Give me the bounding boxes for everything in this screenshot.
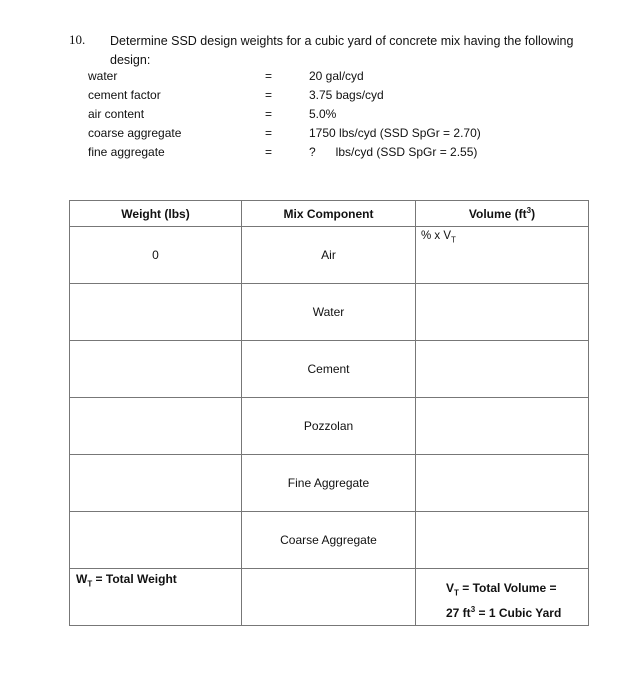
volume-cell xyxy=(416,512,589,569)
component-cell: Fine Aggregate xyxy=(242,455,416,512)
param-value: 5.0% xyxy=(309,107,337,121)
weight-cell xyxy=(70,398,242,455)
table-row xyxy=(70,341,589,398)
param-row-coarse-aggregate xyxy=(88,126,548,145)
table-row xyxy=(70,398,589,455)
param-value: ? lbs/cyd (SSD SpGr = 2.55) xyxy=(309,145,478,159)
component-cell: Coarse Aggregate xyxy=(242,512,416,569)
param-equals: = xyxy=(265,145,273,159)
param-row-air-content xyxy=(88,107,548,126)
design-parameters xyxy=(88,69,548,164)
weight-cell xyxy=(70,341,242,398)
param-label: coarse aggregate xyxy=(88,126,182,140)
header-mix-component: Mix Component xyxy=(242,201,416,227)
component-cell: Air xyxy=(242,227,416,284)
total-volume-cell xyxy=(416,569,589,626)
question-number: 10. xyxy=(69,32,86,47)
total-component-cell xyxy=(242,569,416,626)
param-label: water xyxy=(88,69,118,83)
table-row xyxy=(70,284,589,341)
total-weight-cell xyxy=(70,569,242,626)
volume-cell xyxy=(416,398,589,455)
param-equals: = xyxy=(265,69,273,83)
table-row xyxy=(70,512,589,569)
percent-volume-note: % x $V_T$ xyxy=(421,230,456,245)
table-row xyxy=(70,455,589,512)
param-value: 3.75 bags/cyd xyxy=(309,88,384,102)
param-label: air content xyxy=(88,107,145,121)
volume-cell xyxy=(416,227,589,284)
weight-cell xyxy=(70,455,242,512)
total-weight-label: $W_T$ = Total Weight xyxy=(76,572,177,589)
volume-cell xyxy=(416,284,589,341)
table-header-row xyxy=(70,201,589,227)
param-row-fine-aggregate xyxy=(88,145,548,164)
total-row xyxy=(70,569,589,626)
volume-cell xyxy=(416,455,589,512)
param-equals: = xyxy=(265,126,273,140)
param-equals: = xyxy=(265,88,273,102)
table-row xyxy=(70,227,589,284)
param-value: 1750 lbs/cyd (SSD SpGr = 2.70) xyxy=(309,126,481,140)
weight-cell xyxy=(70,512,242,569)
component-cell: Pozzolan xyxy=(242,398,416,455)
param-label: cement factor xyxy=(88,88,161,102)
header-volume: Volume $(ft^3)$ xyxy=(416,201,589,227)
volume-cell xyxy=(416,341,589,398)
param-label: fine aggregate xyxy=(88,145,165,159)
weight-cell: 0 xyxy=(70,227,242,284)
mix-design-table xyxy=(69,200,589,626)
param-row-water xyxy=(88,69,548,88)
component-cell: Water xyxy=(242,284,416,341)
param-value: 20 gal/cyd xyxy=(309,69,364,83)
total-volume-label: $V_T$ = Total Volume = 27 $ft^3 = 1$ Cubic Yard xyxy=(446,580,562,621)
header-weight: Weight (lbs) xyxy=(70,201,242,227)
weight-cell xyxy=(70,284,242,341)
param-row-cement-factor xyxy=(88,88,548,107)
question-text: Determine SSD design weights for a cubic yard of concrete mix having the following design: xyxy=(110,34,574,67)
component-cell: Cement xyxy=(242,341,416,398)
param-equals: = xyxy=(265,107,273,121)
